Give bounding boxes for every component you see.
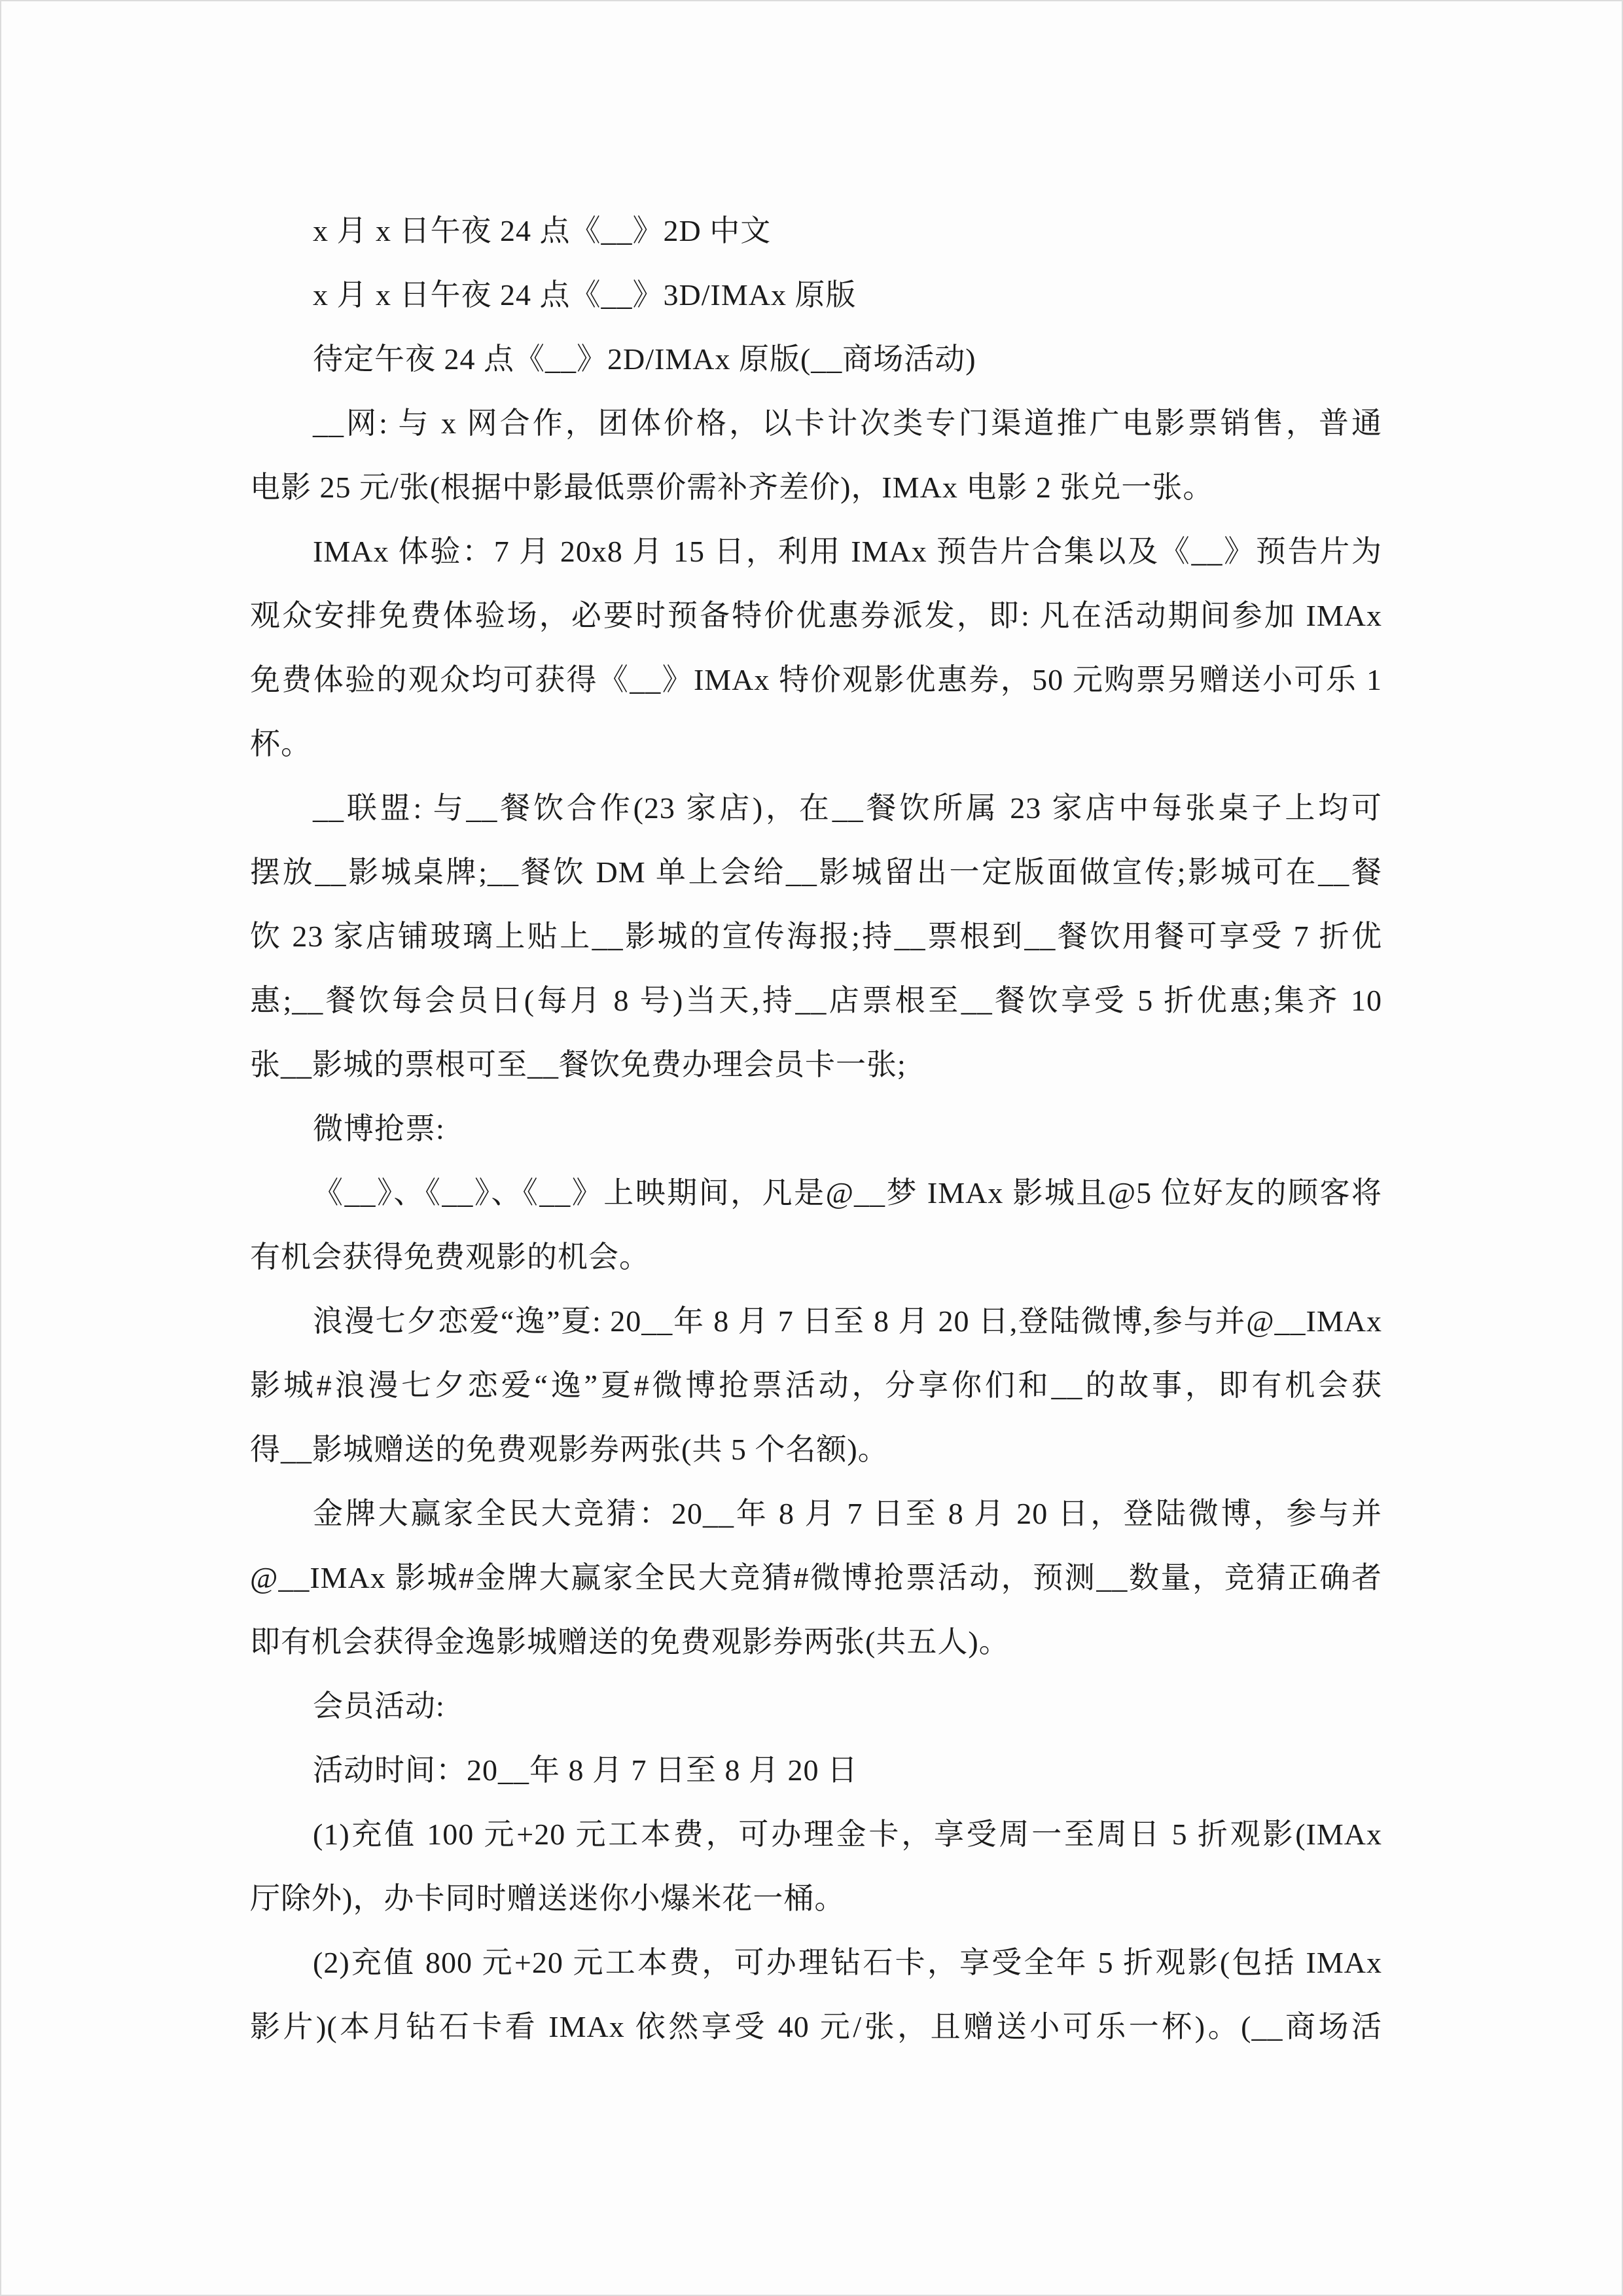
text-line: 厅除外)，办卡同时赠送迷你小爆米花一桶。 [250,1882,846,1915]
text-line: 微博抢票: [313,1112,445,1145]
text-line: 免费体验的观众均可获得《__》IMAx 特价观影优惠券，50 元购票另赠送小可乐 1 [250,663,1382,696]
text-line: __联盟: 与__餐饮合作(23 家店)，在__餐饮所属 23 家店中每张桌子上均可 [313,791,1382,825]
text-line: 会员活动: [313,1689,445,1723]
text-line: 影片)(本月钻石卡看 IMAx 依然享受 40 元/张，且赠送小可乐一杯)。(__商场活 [250,2010,1382,2043]
text-line: 有机会获得免费观影的机会。 [250,1240,650,1274]
text-line: (2)充值 800 元+20 元工本费，可办理钻石卡，享受全年 5 折观影(包括 IMAx [313,1946,1382,1979]
text-line: 《__》、《__》、《__》上映期间，凡是@__梦 IMAx 影城且@5 位好友的顾客将 [313,1176,1382,1210]
text-line: IMAx 体验：7 月 20x8 月 15 日，利用 IMAx 预告片合集以及《__》预告片为 [313,535,1382,568]
text-line: x 月 x 日午夜 24 点《__》2D 中文 [313,214,772,247]
text-line: 活动时间：20__年 8 月 7 日至 8 月 20 日 [313,1753,858,1787]
text-line: 杯。 [250,727,312,761]
text-line: 待定午夜 24 点《__》2D/IMAx 原版(__商场活动) [313,342,976,376]
text-line: __网: 与 x 网合作，团体价格，以卡计次类专门渠道推广电影票销售，普通 [313,406,1382,440]
text-line: 影城#浪漫七夕恋爱“逸”夏#微博抢票活动，分享你们和__的故事，即有机会获 [250,1369,1382,1402]
text-line: 即有机会获得金逸影城赠送的免费观影券两张(共五人)。 [250,1625,1010,1659]
text-line: 浪漫七夕恋爱“逸”夏: 20__年 8 月 7 日至 8 月 20 日,登陆微博,参与并@__IMAx [313,1304,1382,1338]
text-line: 金牌大赢家全民大竞猜：20__年 8 月 7 日至 8 月 20 日，登陆微博，参与并 [313,1497,1382,1530]
text-line: 饮 23 家店铺玻璃上贴上__影城的宣传海报;持__票根到__餐饮用餐可享受 7 折优 [250,920,1382,953]
document-text-block [250,199,1382,2059]
text-line: 电影 25 元/张(根据中影最低票价需补齐差价)，IMAx 电影 2 张兑一张。 [250,471,1214,504]
text-line: 张__影城的票根可至__餐饮免费办理会员卡一张; [250,1048,906,1081]
text-line: (1)充值 100 元+20 元工本费，可办理金卡，享受周一至周日 5 折观影(IMAx [313,1818,1382,1851]
text-line: 摆放__影城桌牌;__餐饮 DM 单上会给__影城留出一定版面做宣传;影城可在__餐 [250,855,1382,889]
text-line: 观众安排免费体验场，必要时预备特价优惠券派发，即: 凡在活动期间参加 IMAx [250,599,1382,632]
text-line: 得__影城赠送的免费观影券两张(共 5 个名额)。 [250,1433,889,1466]
text-line: x 月 x 日午夜 24 点《__》3D/IMAx 原版 [313,278,857,312]
text-line: 惠;__餐饮每会员日(每月 8 号)当天,持__店票根至__餐饮享受 5 折优惠;集齐 10 [250,984,1382,1017]
text-line: @__IMAx 影城#金牌大赢家全民大竞猜#微博抢票活动，预测__数量，竞猜正确者 [250,1561,1382,1594]
